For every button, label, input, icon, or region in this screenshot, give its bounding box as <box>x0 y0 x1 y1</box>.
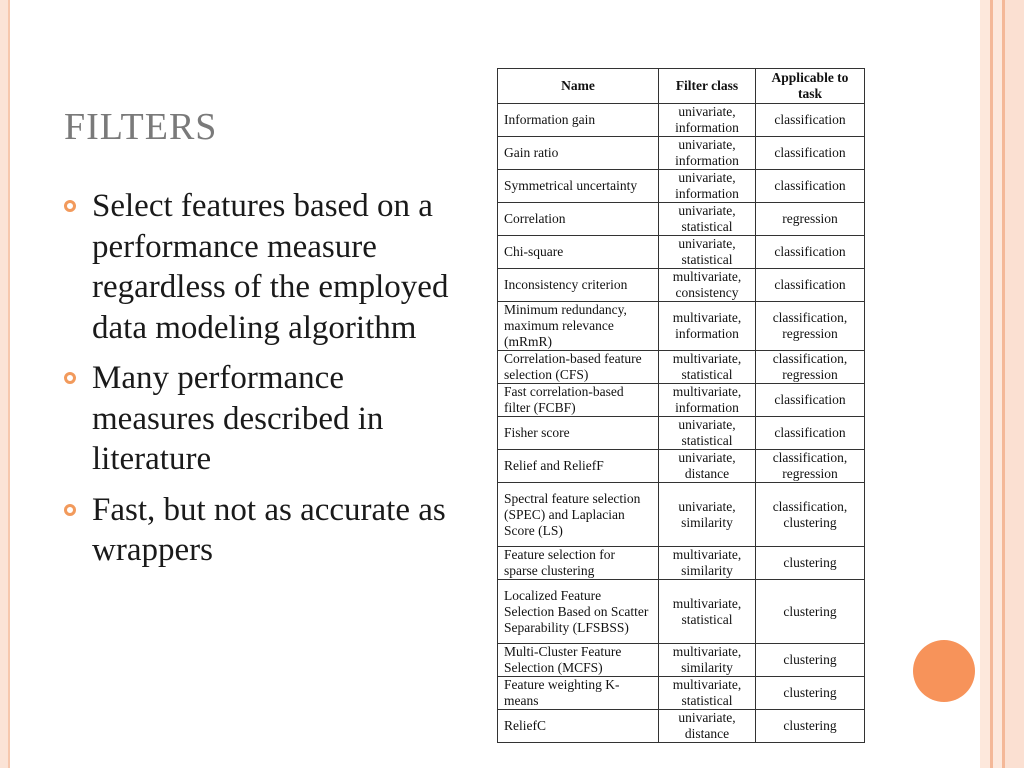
cell-task: clustering <box>756 580 865 644</box>
bullet-list <box>62 186 457 581</box>
cell-filter-class: multivariate, information <box>659 302 756 351</box>
table-row <box>498 417 865 450</box>
cell-filter-class: univariate, information <box>659 137 756 170</box>
cell-task: regression <box>756 203 865 236</box>
header-filter-class: Filter class <box>659 69 756 104</box>
cell-task: classification, regression <box>756 351 865 384</box>
table-row <box>498 104 865 137</box>
cell-task: classification <box>756 137 865 170</box>
cell-filter-class: multivariate, statistical <box>659 677 756 710</box>
cell-task: classification <box>756 417 865 450</box>
bullet-item <box>62 490 457 571</box>
bullet-item <box>62 358 457 480</box>
cell-task: classification <box>756 384 865 417</box>
circle-bullet-icon <box>64 200 76 212</box>
table-row <box>498 236 865 269</box>
table-row <box>498 644 865 677</box>
cell-name: Feature selection for sparse clustering <box>498 547 659 580</box>
cell-filter-class: multivariate, statistical <box>659 351 756 384</box>
table-row <box>498 580 865 644</box>
circle-bullet-icon <box>64 372 76 384</box>
cell-filter-class: univariate, statistical <box>659 203 756 236</box>
cell-filter-class: univariate, information <box>659 170 756 203</box>
cell-filter-class: univariate, distance <box>659 710 756 743</box>
filters-table <box>497 68 865 743</box>
cell-name: Minimum redundancy, maximum relevance (mRmR) <box>498 302 659 351</box>
slide-frame-left <box>0 0 8 768</box>
table-row <box>498 269 865 302</box>
cell-name: Correlation <box>498 203 659 236</box>
cell-filter-class: multivariate, similarity <box>659 547 756 580</box>
cell-name: Gain ratio <box>498 137 659 170</box>
table-row <box>498 384 865 417</box>
cell-filter-class: univariate, statistical <box>659 236 756 269</box>
header-name: Name <box>498 69 659 104</box>
table-row <box>498 677 865 710</box>
cell-name: Fast correlation-based filter (FCBF) <box>498 384 659 417</box>
table-row <box>498 547 865 580</box>
table-row <box>498 351 865 384</box>
cell-filter-class: multivariate, statistical <box>659 580 756 644</box>
cell-name: Localized Feature Selection Based on Scatter Separability (LFSBSS) <box>498 580 659 644</box>
cell-name: Multi-Cluster Feature Selection (MCFS) <box>498 644 659 677</box>
title-first-letter: F <box>64 106 87 148</box>
table-row <box>498 450 865 483</box>
cell-task: classification <box>756 236 865 269</box>
circle-bullet-icon <box>64 504 76 516</box>
cell-task: classification <box>756 269 865 302</box>
cell-filter-class: univariate, information <box>659 104 756 137</box>
table-row <box>498 203 865 236</box>
cell-task: clustering <box>756 710 865 743</box>
table-row <box>498 710 865 743</box>
table-row <box>498 170 865 203</box>
filters-table-container <box>497 68 865 743</box>
cell-task: classification, regression <box>756 450 865 483</box>
cell-filter-class: multivariate, consistency <box>659 269 756 302</box>
cell-filter-class: multivariate, information <box>659 384 756 417</box>
table-row <box>498 483 865 547</box>
bullet-item <box>62 186 457 348</box>
cell-task: classification <box>756 104 865 137</box>
cell-filter-class: univariate, similarity <box>659 483 756 547</box>
cell-name: Spectral feature selection (SPEC) and Laplacian Score (LS) <box>498 483 659 547</box>
cell-task: classification, regression <box>756 302 865 351</box>
cell-name: Feature weighting K-means <box>498 677 659 710</box>
table-row <box>498 137 865 170</box>
cell-task: clustering <box>756 677 865 710</box>
title-rest: ILTERS <box>86 106 218 148</box>
slide-frame-right <box>980 0 1024 768</box>
bullet-text: Fast, but not as accurate as wrappers <box>92 491 446 568</box>
table-header-row <box>498 69 865 104</box>
cell-filter-class: univariate, statistical <box>659 417 756 450</box>
header-task: Applicable to task <box>756 69 865 104</box>
bullet-text: Select features based on a performance measure regardless of the employed data modeling algorithm <box>92 188 449 346</box>
table-row <box>498 302 865 351</box>
cell-task: classification, clustering <box>756 483 865 547</box>
cell-name: Inconsistency criterion <box>498 269 659 302</box>
cell-name: Symmetrical uncertainty <box>498 170 659 203</box>
cell-filter-class: multivariate, similarity <box>659 644 756 677</box>
cell-task: clustering <box>756 547 865 580</box>
table-body <box>498 104 865 743</box>
cell-filter-class: univariate, distance <box>659 450 756 483</box>
cell-name: Correlation-based feature selection (CFS) <box>498 351 659 384</box>
cell-name: Chi-square <box>498 236 659 269</box>
decorative-circle <box>913 640 975 702</box>
slide-title <box>64 105 217 149</box>
cell-name: Relief and ReliefF <box>498 450 659 483</box>
cell-task: clustering <box>756 644 865 677</box>
cell-name: Information gain <box>498 104 659 137</box>
cell-name: Fisher score <box>498 417 659 450</box>
cell-name: ReliefC <box>498 710 659 743</box>
bullet-text: Many performance measures described in literature <box>92 360 384 477</box>
cell-task: classification <box>756 170 865 203</box>
